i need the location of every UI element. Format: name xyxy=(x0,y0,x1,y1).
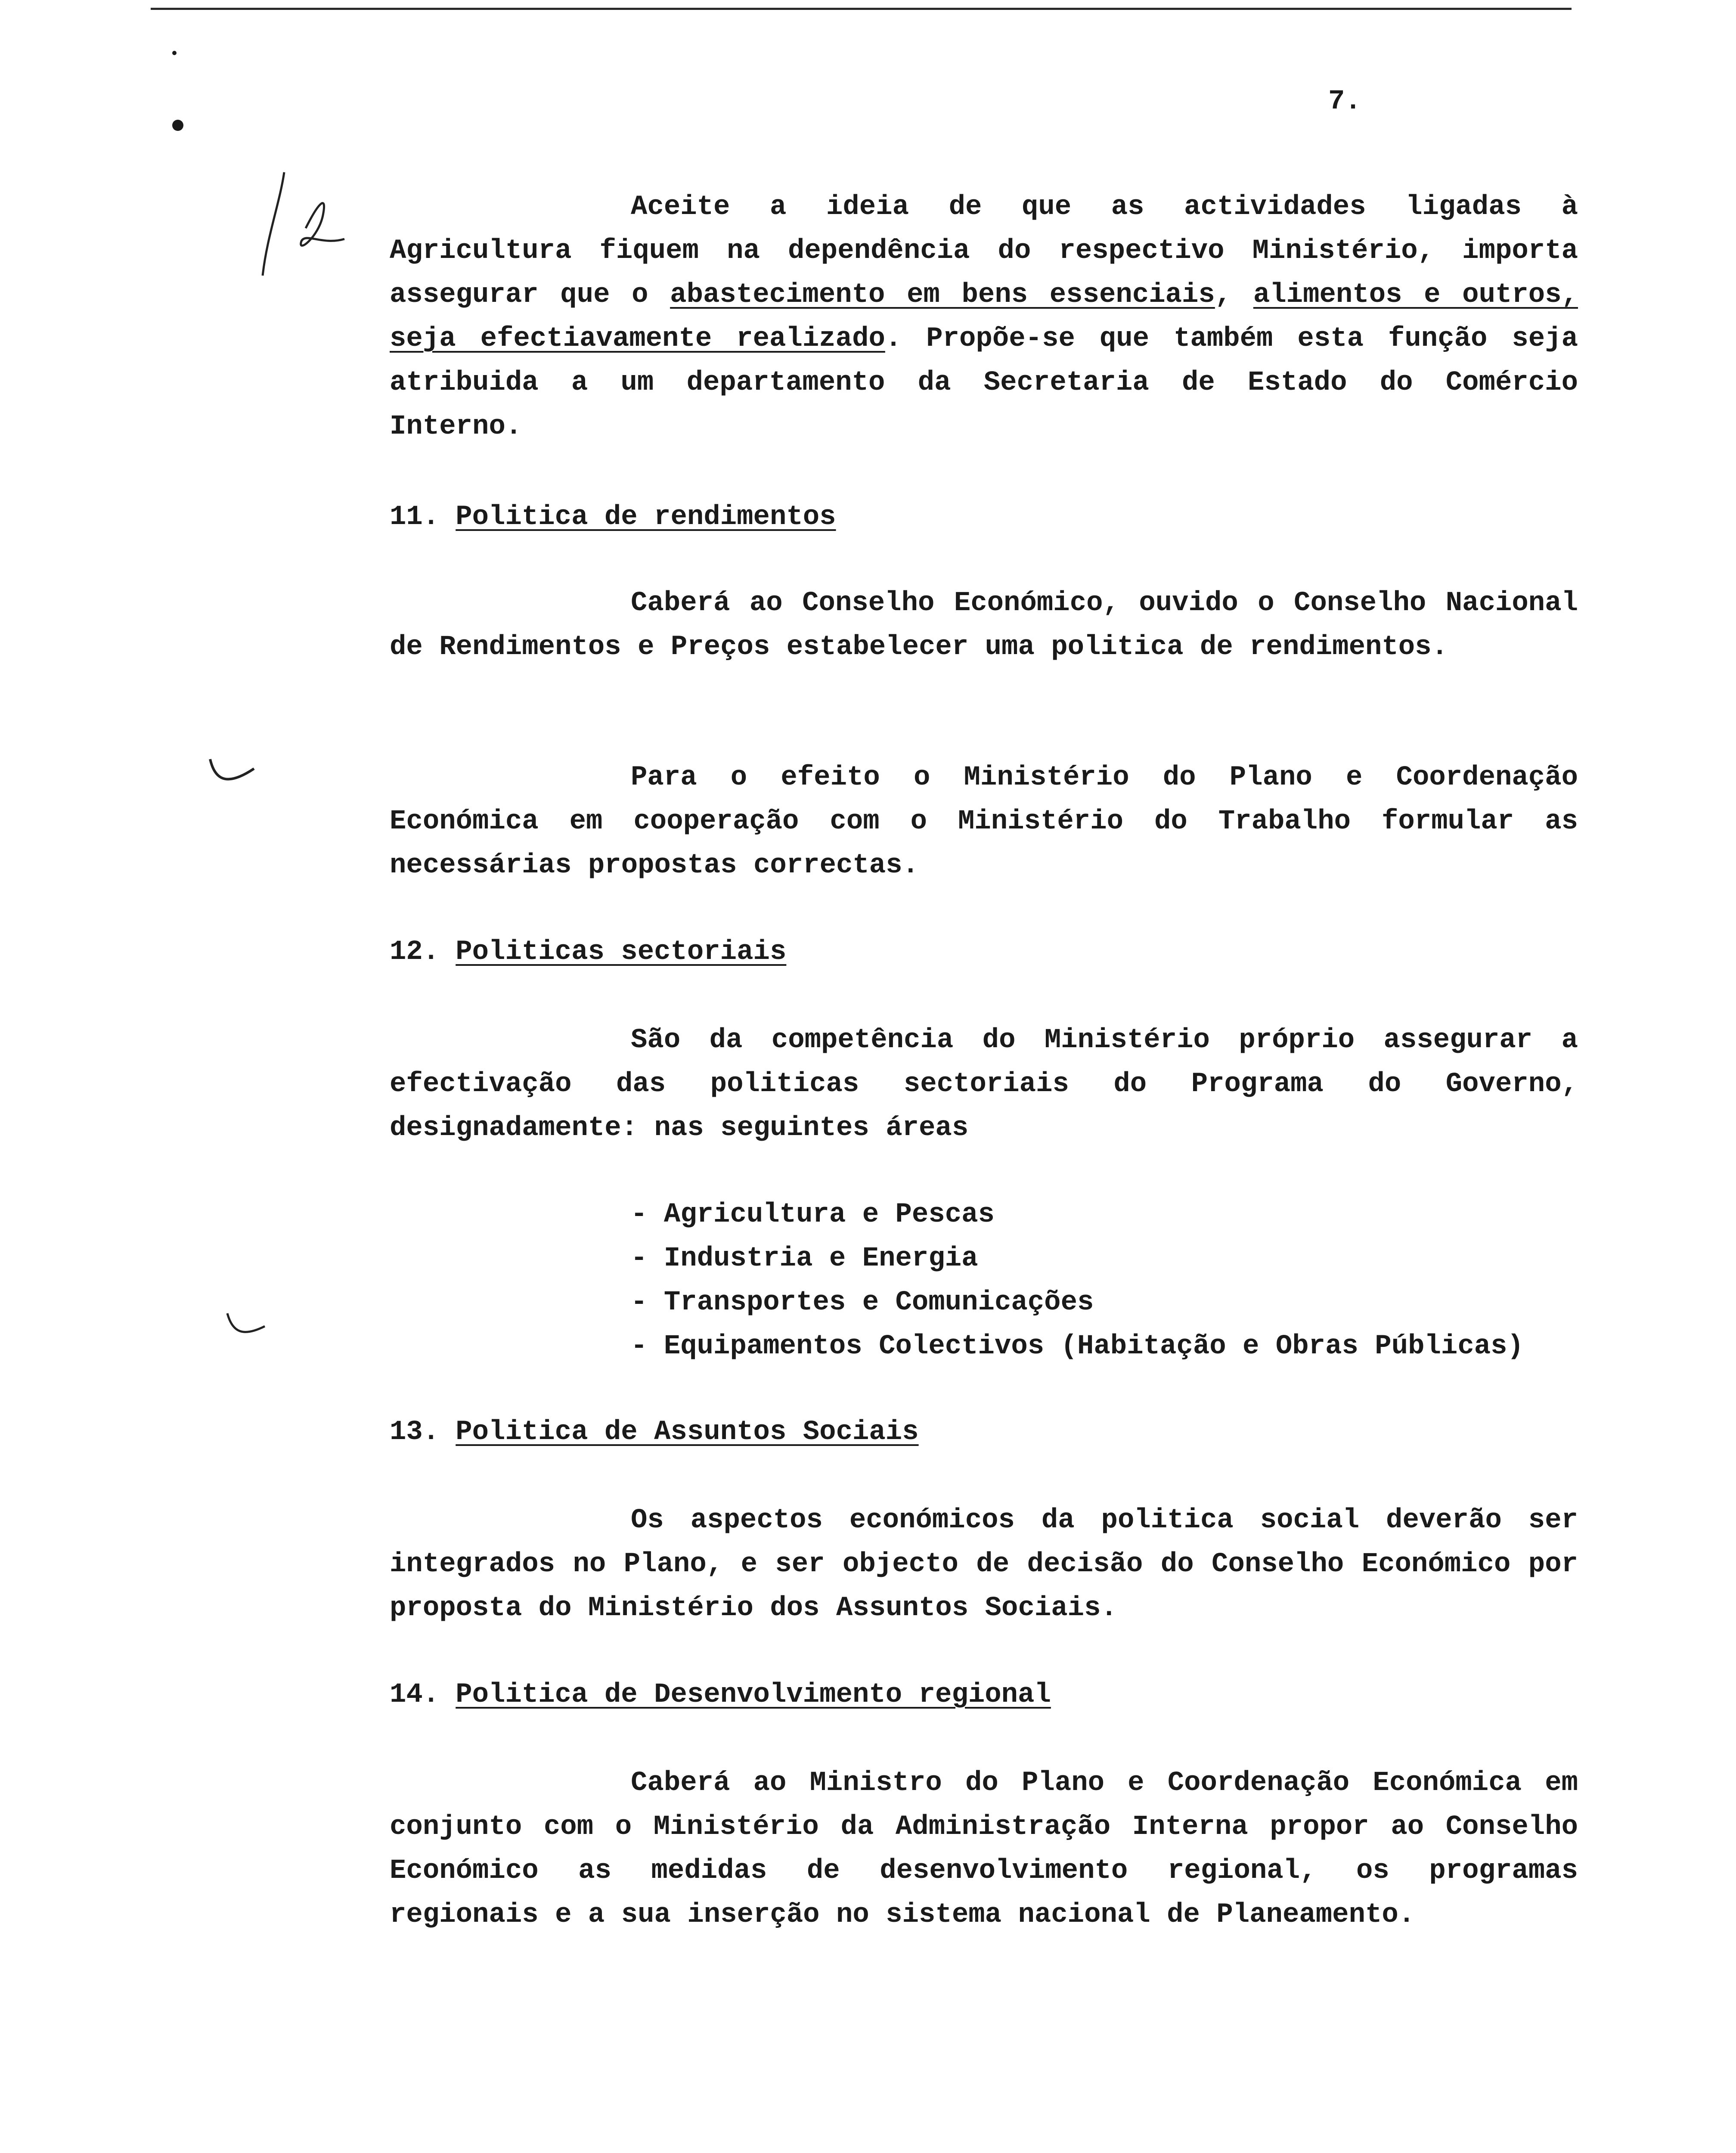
section-13-paragraph: Os aspectos económicos da politica social deverão ser integrados no Plano, e ser objecto de decisão do Conselho Económico por proposta do Ministério dos Assuntos Sociais. xyxy=(390,1505,1578,1624)
page-number: 7. xyxy=(1328,86,1361,117)
section-title: Politicas sectoriais xyxy=(456,937,787,968)
para1-underlined-2: alimentos e outros, seja efectiavamente realizado xyxy=(390,279,1578,354)
section-13-heading xyxy=(390,1410,919,1454)
section-11-heading xyxy=(390,495,836,539)
check-mark-icon xyxy=(224,1309,276,1343)
section-14-paragraph: Caberá ao Ministro do Plano e Coordenação Económica em conjunto com o Ministério da Administração Interna propor ao Conselho Económico as medidas de desenvolvimento regional, os programas regionais e a sua inserção no sistema nacional de Planeamento. xyxy=(390,1768,1578,1930)
handwritten-initials-icon xyxy=(258,168,353,280)
section-12-paragraph: São da competência do Ministério próprio assegurar a efectivação das politicas sectoriais do Programa do Governo, designadamente: nas seguintes áreas xyxy=(390,1025,1578,1144)
list-item: - Industria e Energia xyxy=(631,1237,1524,1281)
para1-mid: , xyxy=(1215,279,1253,310)
section-11-paragraph-1: Caberá ao Conselho Económico, ouvido o Conselho Nacional de Rendimentos e Preços estabelecer uma politica de rendimentos. xyxy=(390,588,1578,663)
section-title: Politica de Assuntos Sociais xyxy=(456,1417,919,1448)
section-number: 12. xyxy=(390,937,440,968)
section-12-heading xyxy=(390,930,786,974)
para1-tail: . Propõe-se que também esta função seja atribuida a um departamento da Secretaria de Estado do Comércio Interno. xyxy=(390,323,1578,442)
section-number: 13. xyxy=(390,1417,440,1448)
punch-speck xyxy=(172,51,177,55)
sector-list xyxy=(631,1193,1524,1368)
section-title: Politica de Desenvolvimento regional xyxy=(456,1679,1051,1710)
paragraph-agriculture xyxy=(390,185,1578,449)
section-number: 14. xyxy=(390,1679,440,1710)
section-14-heading xyxy=(390,1673,1051,1717)
section-11-paragraph-2: Para o efeito o Ministério do Plano e Coordenação Económica em cooperação com o Ministério do Trabalho formular as necessárias propostas correctas. xyxy=(390,762,1578,881)
section-title: Politica de rendimentos xyxy=(456,502,836,533)
para1-lead: Aceite a ideia de que as actividades ligadas à Agricultura fiquem na dependência do respectivo Ministério, importa assegurar que o xyxy=(390,192,1578,310)
punch-hole-mark xyxy=(172,120,183,131)
para1-underlined-1: abastecimento em bens essenciais xyxy=(670,279,1215,310)
top-rule xyxy=(151,8,1572,10)
section-number: 11. xyxy=(390,502,440,533)
list-item: - Equipamentos Colectivos (Habitação e Obras Públicas) xyxy=(631,1325,1524,1368)
list-item: - Transportes e Comunicações xyxy=(631,1281,1524,1325)
check-mark-icon xyxy=(207,756,258,790)
list-item: - Agricultura e Pescas xyxy=(631,1193,1524,1237)
